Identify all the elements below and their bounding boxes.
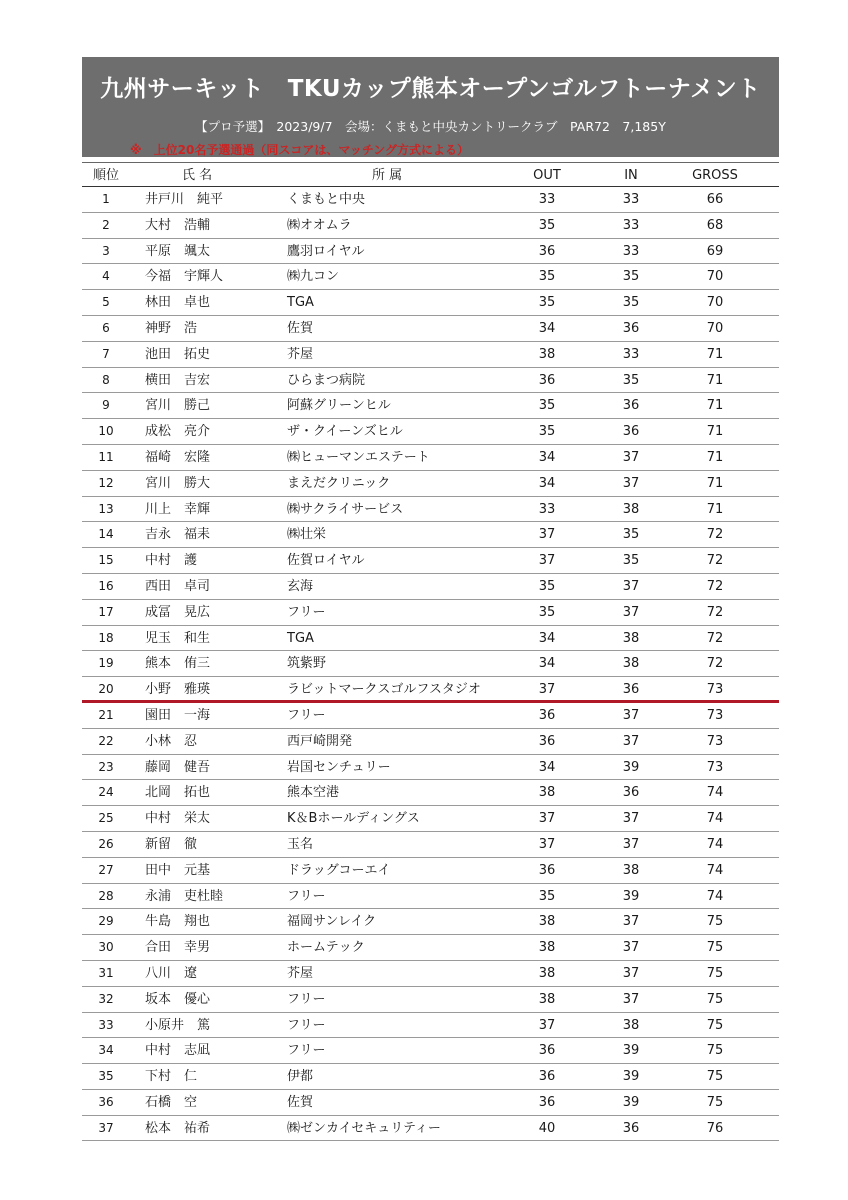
player-name: 熊本 侑三 xyxy=(145,656,211,672)
gross-score: 71 xyxy=(706,475,724,491)
gross-score: 73 xyxy=(706,707,724,723)
gross-score: 70 xyxy=(706,320,724,336)
affiliation-cell: K＆Bホールディングス xyxy=(287,811,420,827)
affiliation-cell: ㈱壮栄 xyxy=(287,527,327,543)
affiliation-cell: ドラッグコーエイ xyxy=(287,862,391,878)
table-row xyxy=(82,677,779,703)
gross-score: 72 xyxy=(706,656,724,672)
table-row xyxy=(82,832,779,858)
affiliation-cell: ザ・クイーンズヒル xyxy=(287,424,403,440)
gross-score: 71 xyxy=(706,398,724,414)
rank-cell: 29 xyxy=(98,914,114,929)
gross-score: 68 xyxy=(706,217,724,233)
out-score: 38 xyxy=(538,346,556,362)
table-row xyxy=(82,393,779,419)
affiliation-cell: ひらまつ病院 xyxy=(287,372,366,388)
table-row xyxy=(82,445,779,471)
out-score: 33 xyxy=(538,192,556,207)
in-score: 33 xyxy=(622,192,640,207)
gross-score: 75 xyxy=(706,1069,724,1085)
table-row xyxy=(82,909,779,935)
out-score: 35 xyxy=(538,398,556,414)
in-score: 36 xyxy=(622,682,640,698)
table-header xyxy=(82,162,779,187)
gross-score: 75 xyxy=(706,1017,724,1033)
table-row xyxy=(82,626,779,652)
rank-cell: 12 xyxy=(98,475,114,490)
rank-cell: 25 xyxy=(98,811,114,826)
rank-cell: 5 xyxy=(102,295,110,310)
affiliation-cell: 伊都 xyxy=(287,1069,314,1085)
out-score: 37 xyxy=(538,811,556,827)
player-name: 成冨 晃広 xyxy=(145,604,211,620)
in-score: 36 xyxy=(622,785,640,801)
out-score: 37 xyxy=(538,553,556,569)
out-score: 34 xyxy=(538,630,556,646)
qualification-note: ※ 上位20名予選通過（同スコアは、マッチング方式による） xyxy=(130,143,470,157)
rank-cell: 19 xyxy=(98,656,114,671)
in-score: 38 xyxy=(622,862,640,878)
in-score: 37 xyxy=(622,733,640,749)
gross-score: 69 xyxy=(706,243,724,259)
rank-cell: 30 xyxy=(98,940,114,955)
player-name: 松本 祐希 xyxy=(145,1120,211,1136)
affiliation-cell: ㈱ヒューマンエステート xyxy=(287,449,430,465)
table-row xyxy=(82,651,779,677)
gross-score: 71 xyxy=(706,501,724,517)
out-score: 35 xyxy=(538,578,556,594)
table-row xyxy=(82,1038,779,1064)
table-row xyxy=(82,884,779,910)
player-name: 宮川 勝大 xyxy=(145,475,211,491)
gross-score: 66 xyxy=(706,192,724,207)
in-score: 39 xyxy=(622,1069,640,1085)
out-score: 38 xyxy=(538,940,556,956)
table-row xyxy=(82,187,779,213)
out-score: 36 xyxy=(538,707,556,723)
player-name: 藤岡 健吾 xyxy=(145,759,211,775)
player-name: 田中 元基 xyxy=(145,862,211,878)
affiliation-cell: TGA xyxy=(287,630,314,646)
in-score: 37 xyxy=(622,940,640,956)
in-score: 37 xyxy=(622,604,640,620)
rank-cell: 17 xyxy=(98,604,114,619)
rank-cell: 2 xyxy=(102,217,110,232)
gross-score: 75 xyxy=(706,914,724,930)
table-row xyxy=(82,729,779,755)
out-score: 36 xyxy=(538,372,556,388)
rank-cell: 13 xyxy=(98,501,114,516)
column-header-affiliation: 所 属 xyxy=(372,168,403,183)
out-score: 36 xyxy=(538,243,556,259)
rank-cell: 16 xyxy=(98,578,114,593)
gross-score: 74 xyxy=(706,836,724,852)
in-score: 37 xyxy=(622,991,640,1007)
table-row xyxy=(82,290,779,316)
player-name: 今福 宇輝人 xyxy=(145,269,224,285)
in-score: 37 xyxy=(622,914,640,930)
out-score: 38 xyxy=(538,965,556,981)
rank-cell: 32 xyxy=(98,991,114,1006)
out-score: 36 xyxy=(538,1069,556,1085)
gross-score: 74 xyxy=(706,785,724,801)
rank-cell: 35 xyxy=(98,1069,114,1084)
in-score: 33 xyxy=(622,243,640,259)
player-name: 合田 幸男 xyxy=(145,940,211,956)
in-score: 37 xyxy=(622,578,640,594)
gross-score: 71 xyxy=(706,372,724,388)
affiliation-cell: フリー xyxy=(287,707,326,723)
player-name: 中村 栄太 xyxy=(145,811,211,827)
out-score: 33 xyxy=(538,501,556,517)
rank-cell: 24 xyxy=(98,785,114,800)
affiliation-cell: くまもと中央 xyxy=(287,192,366,207)
table-row xyxy=(82,1064,779,1090)
column-header-name: 氏 名 xyxy=(182,168,213,183)
out-score: 35 xyxy=(538,269,556,285)
gross-score: 74 xyxy=(706,888,724,904)
gross-score: 76 xyxy=(706,1120,724,1136)
rank-cell: 36 xyxy=(98,1094,114,1109)
player-name: 吉永 福耒 xyxy=(145,527,211,543)
player-name: 大村 浩輔 xyxy=(145,217,211,233)
player-name: 牛島 翔也 xyxy=(145,914,211,930)
out-score: 34 xyxy=(538,320,556,336)
gross-score: 75 xyxy=(706,1043,724,1059)
out-score: 36 xyxy=(538,1094,556,1110)
affiliation-cell: 玄海 xyxy=(287,578,314,594)
gross-score: 71 xyxy=(706,424,724,440)
player-name: 北岡 拓也 xyxy=(145,785,211,801)
rank-cell: 14 xyxy=(98,527,114,542)
column-header-rank: 順位 xyxy=(92,168,119,183)
rank-cell: 10 xyxy=(98,424,114,439)
player-name: 福崎 宏隆 xyxy=(145,449,211,465)
rank-cell: 20 xyxy=(98,682,114,697)
in-score: 37 xyxy=(622,449,640,465)
out-score: 38 xyxy=(538,991,556,1007)
out-score: 38 xyxy=(538,785,556,801)
gross-score: 74 xyxy=(706,862,724,878)
table-row xyxy=(82,1116,779,1142)
in-score: 37 xyxy=(622,707,640,723)
in-score: 35 xyxy=(622,372,640,388)
affiliation-cell: 芥屋 xyxy=(287,346,314,362)
gross-score: 70 xyxy=(706,269,724,285)
table-row xyxy=(82,806,779,832)
in-score: 39 xyxy=(622,888,640,904)
rank-cell: 8 xyxy=(102,372,110,387)
out-score: 34 xyxy=(538,759,556,775)
out-score: 36 xyxy=(538,733,556,749)
gross-score: 72 xyxy=(706,604,724,620)
in-score: 35 xyxy=(622,553,640,569)
gross-score: 73 xyxy=(706,759,724,775)
table-row xyxy=(82,342,779,368)
out-score: 37 xyxy=(538,527,556,543)
rank-cell: 23 xyxy=(98,759,114,774)
gross-score: 72 xyxy=(706,630,724,646)
rank-cell: 37 xyxy=(98,1120,114,1135)
gross-score: 73 xyxy=(706,682,724,698)
affiliation-cell: 佐賀ロイヤル xyxy=(287,553,365,569)
table-row xyxy=(82,213,779,239)
player-name: 池田 拓史 xyxy=(145,346,211,362)
out-score: 34 xyxy=(538,449,556,465)
player-name: 小野 雅瑛 xyxy=(145,682,211,698)
gross-score: 73 xyxy=(706,733,724,749)
rank-cell: 26 xyxy=(98,836,114,851)
player-name: 小林 忍 xyxy=(145,733,198,749)
affiliation-cell: 福岡サンレイク xyxy=(287,914,377,930)
out-score: 34 xyxy=(538,475,556,491)
player-name: 西田 卓司 xyxy=(145,578,211,594)
affiliation-cell: フリー xyxy=(287,604,326,620)
out-score: 37 xyxy=(538,682,556,698)
out-score: 37 xyxy=(538,1017,556,1033)
gross-score: 75 xyxy=(706,1094,724,1110)
affiliation-cell: ㈱サクライサービス xyxy=(287,501,404,517)
affiliation-cell: 鷹羽ロイヤル xyxy=(287,243,365,259)
in-score: 38 xyxy=(622,630,640,646)
affiliation-cell: ラビットマークスゴルフスタジオ xyxy=(287,682,481,698)
gross-score: 74 xyxy=(706,811,724,827)
rank-cell: 3 xyxy=(102,243,110,258)
table-row xyxy=(82,600,779,626)
out-score: 38 xyxy=(538,914,556,930)
rank-cell: 22 xyxy=(98,733,114,748)
player-name: 永浦 吏杜睦 xyxy=(145,888,224,904)
affiliation-cell: フリー xyxy=(287,1043,326,1059)
rank-cell: 6 xyxy=(102,320,110,335)
table-row xyxy=(82,755,779,781)
affiliation-cell: フリー xyxy=(287,1017,326,1033)
player-name: 川上 幸輝 xyxy=(145,501,211,517)
affiliation-cell: 岩国センチュリー xyxy=(287,759,391,775)
gross-score: 72 xyxy=(706,578,724,594)
table-row xyxy=(82,858,779,884)
gross-score: 75 xyxy=(706,991,724,1007)
rank-cell: 11 xyxy=(98,449,114,464)
in-score: 38 xyxy=(622,501,640,517)
gross-score: 72 xyxy=(706,553,724,569)
in-score: 36 xyxy=(622,1120,640,1136)
in-score: 37 xyxy=(622,475,640,491)
table-row xyxy=(82,574,779,600)
player-name: 中村 護 xyxy=(145,553,198,569)
table-row xyxy=(82,497,779,523)
affiliation-cell: ホームテック xyxy=(287,940,365,956)
out-score: 35 xyxy=(538,295,556,311)
affiliation-cell: TGA xyxy=(287,295,314,311)
player-name: 下村 仁 xyxy=(145,1069,198,1085)
table-row xyxy=(82,471,779,497)
gross-score: 72 xyxy=(706,527,724,543)
affiliation-cell: フリー xyxy=(287,888,326,904)
in-score: 37 xyxy=(622,811,640,827)
player-name: 成松 亮介 xyxy=(145,424,211,440)
affiliation-cell: ㈱オオムラ xyxy=(287,217,352,233)
rank-cell: 27 xyxy=(98,862,114,877)
out-score: 40 xyxy=(538,1120,556,1136)
rank-cell: 34 xyxy=(98,1043,114,1058)
in-score: 37 xyxy=(622,836,640,852)
affiliation-cell: 佐賀 xyxy=(287,320,314,336)
gross-score: 75 xyxy=(706,940,724,956)
rank-cell: 18 xyxy=(98,630,114,645)
player-name: 坂本 優心 xyxy=(145,991,211,1007)
affiliation-cell: 阿蘇グリーンヒル xyxy=(287,398,391,414)
table-row xyxy=(82,935,779,961)
in-score: 37 xyxy=(622,965,640,981)
in-score: 38 xyxy=(622,656,640,672)
gross-score: 71 xyxy=(706,449,724,465)
table-row xyxy=(82,1013,779,1039)
affiliation-cell: 西戸崎開発 xyxy=(287,733,353,749)
player-name: 神野 浩 xyxy=(145,320,198,336)
player-name: 井戸川 純平 xyxy=(145,192,224,207)
affiliation-cell: まえだクリニック xyxy=(287,475,391,491)
rank-cell: 7 xyxy=(102,346,110,361)
player-name: 八川 遼 xyxy=(145,965,198,981)
column-header-out: OUT xyxy=(533,168,561,183)
gross-score: 71 xyxy=(706,346,724,362)
rank-cell: 28 xyxy=(98,888,114,903)
page-title: 九州サーキット TKUカップ熊本オープンゴルフトーナメント xyxy=(100,76,761,102)
in-score: 39 xyxy=(622,1043,640,1059)
in-score: 39 xyxy=(622,1094,640,1110)
rank-cell: 4 xyxy=(102,269,110,284)
in-score: 36 xyxy=(622,424,640,440)
table-row xyxy=(82,264,779,290)
table-row xyxy=(82,961,779,987)
table-row xyxy=(82,419,779,445)
player-name: 林田 卓也 xyxy=(145,295,211,311)
rank-cell: 9 xyxy=(102,398,110,413)
table-row xyxy=(82,368,779,394)
column-header-gross: GROSS xyxy=(692,168,738,183)
out-score: 37 xyxy=(538,836,556,852)
in-score: 39 xyxy=(622,759,640,775)
affiliation-cell: ㈱九コン xyxy=(287,269,340,285)
table-row xyxy=(82,987,779,1013)
in-score: 35 xyxy=(622,269,640,285)
player-name: 平原 颯太 xyxy=(145,243,211,259)
in-score: 33 xyxy=(622,346,640,362)
event-details: 【プロ予選】 2023/9/7 会場：くまもと中央カントリークラブ PAR72 7,185Y xyxy=(195,119,666,134)
table-row xyxy=(82,316,779,342)
in-score: 35 xyxy=(622,295,640,311)
affiliation-cell: フリー xyxy=(287,991,326,1007)
table-row xyxy=(82,703,779,729)
table-row xyxy=(82,780,779,806)
out-score: 34 xyxy=(538,656,556,672)
out-score: 35 xyxy=(538,604,556,620)
affiliation-cell: 芥屋 xyxy=(287,965,314,981)
rank-cell: 1 xyxy=(102,192,110,206)
in-score: 36 xyxy=(622,398,640,414)
player-name: 宮川 勝己 xyxy=(145,398,211,414)
affiliation-cell: 筑紫野 xyxy=(287,656,327,672)
table-body xyxy=(82,187,779,1141)
out-score: 35 xyxy=(538,217,556,233)
in-score: 35 xyxy=(622,527,640,543)
rank-cell: 31 xyxy=(98,965,114,980)
out-score: 35 xyxy=(538,888,556,904)
table-row xyxy=(82,522,779,548)
affiliation-cell: 熊本空港 xyxy=(287,785,340,801)
affiliation-cell: 玉名 xyxy=(287,836,314,852)
table-row xyxy=(82,548,779,574)
out-score: 35 xyxy=(538,424,556,440)
out-score: 36 xyxy=(538,1043,556,1059)
in-score: 33 xyxy=(622,217,640,233)
gross-score: 75 xyxy=(706,965,724,981)
affiliation-cell: 佐賀 xyxy=(287,1094,314,1110)
player-name: 児玉 和生 xyxy=(145,630,211,646)
table-row xyxy=(82,1090,779,1116)
rank-cell: 33 xyxy=(98,1017,114,1032)
in-score: 36 xyxy=(622,320,640,336)
table-row xyxy=(82,239,779,265)
player-name: 中村 志凪 xyxy=(145,1043,211,1059)
rank-cell: 21 xyxy=(98,707,114,722)
in-score: 38 xyxy=(622,1017,640,1033)
affiliation-cell: ㈱ゼンカイセキュリティー xyxy=(287,1120,441,1136)
rank-cell: 15 xyxy=(98,553,114,568)
player-name: 小原井 篤 xyxy=(145,1017,211,1033)
player-name: 石橋 空 xyxy=(145,1094,198,1110)
player-name: 園田 一海 xyxy=(145,707,211,723)
player-name: 新留 徹 xyxy=(145,836,198,852)
column-header-in: IN xyxy=(624,168,638,183)
results-table xyxy=(82,162,779,1141)
player-name: 横田 吉宏 xyxy=(145,372,211,388)
gross-score: 70 xyxy=(706,295,724,311)
out-score: 36 xyxy=(538,862,556,878)
